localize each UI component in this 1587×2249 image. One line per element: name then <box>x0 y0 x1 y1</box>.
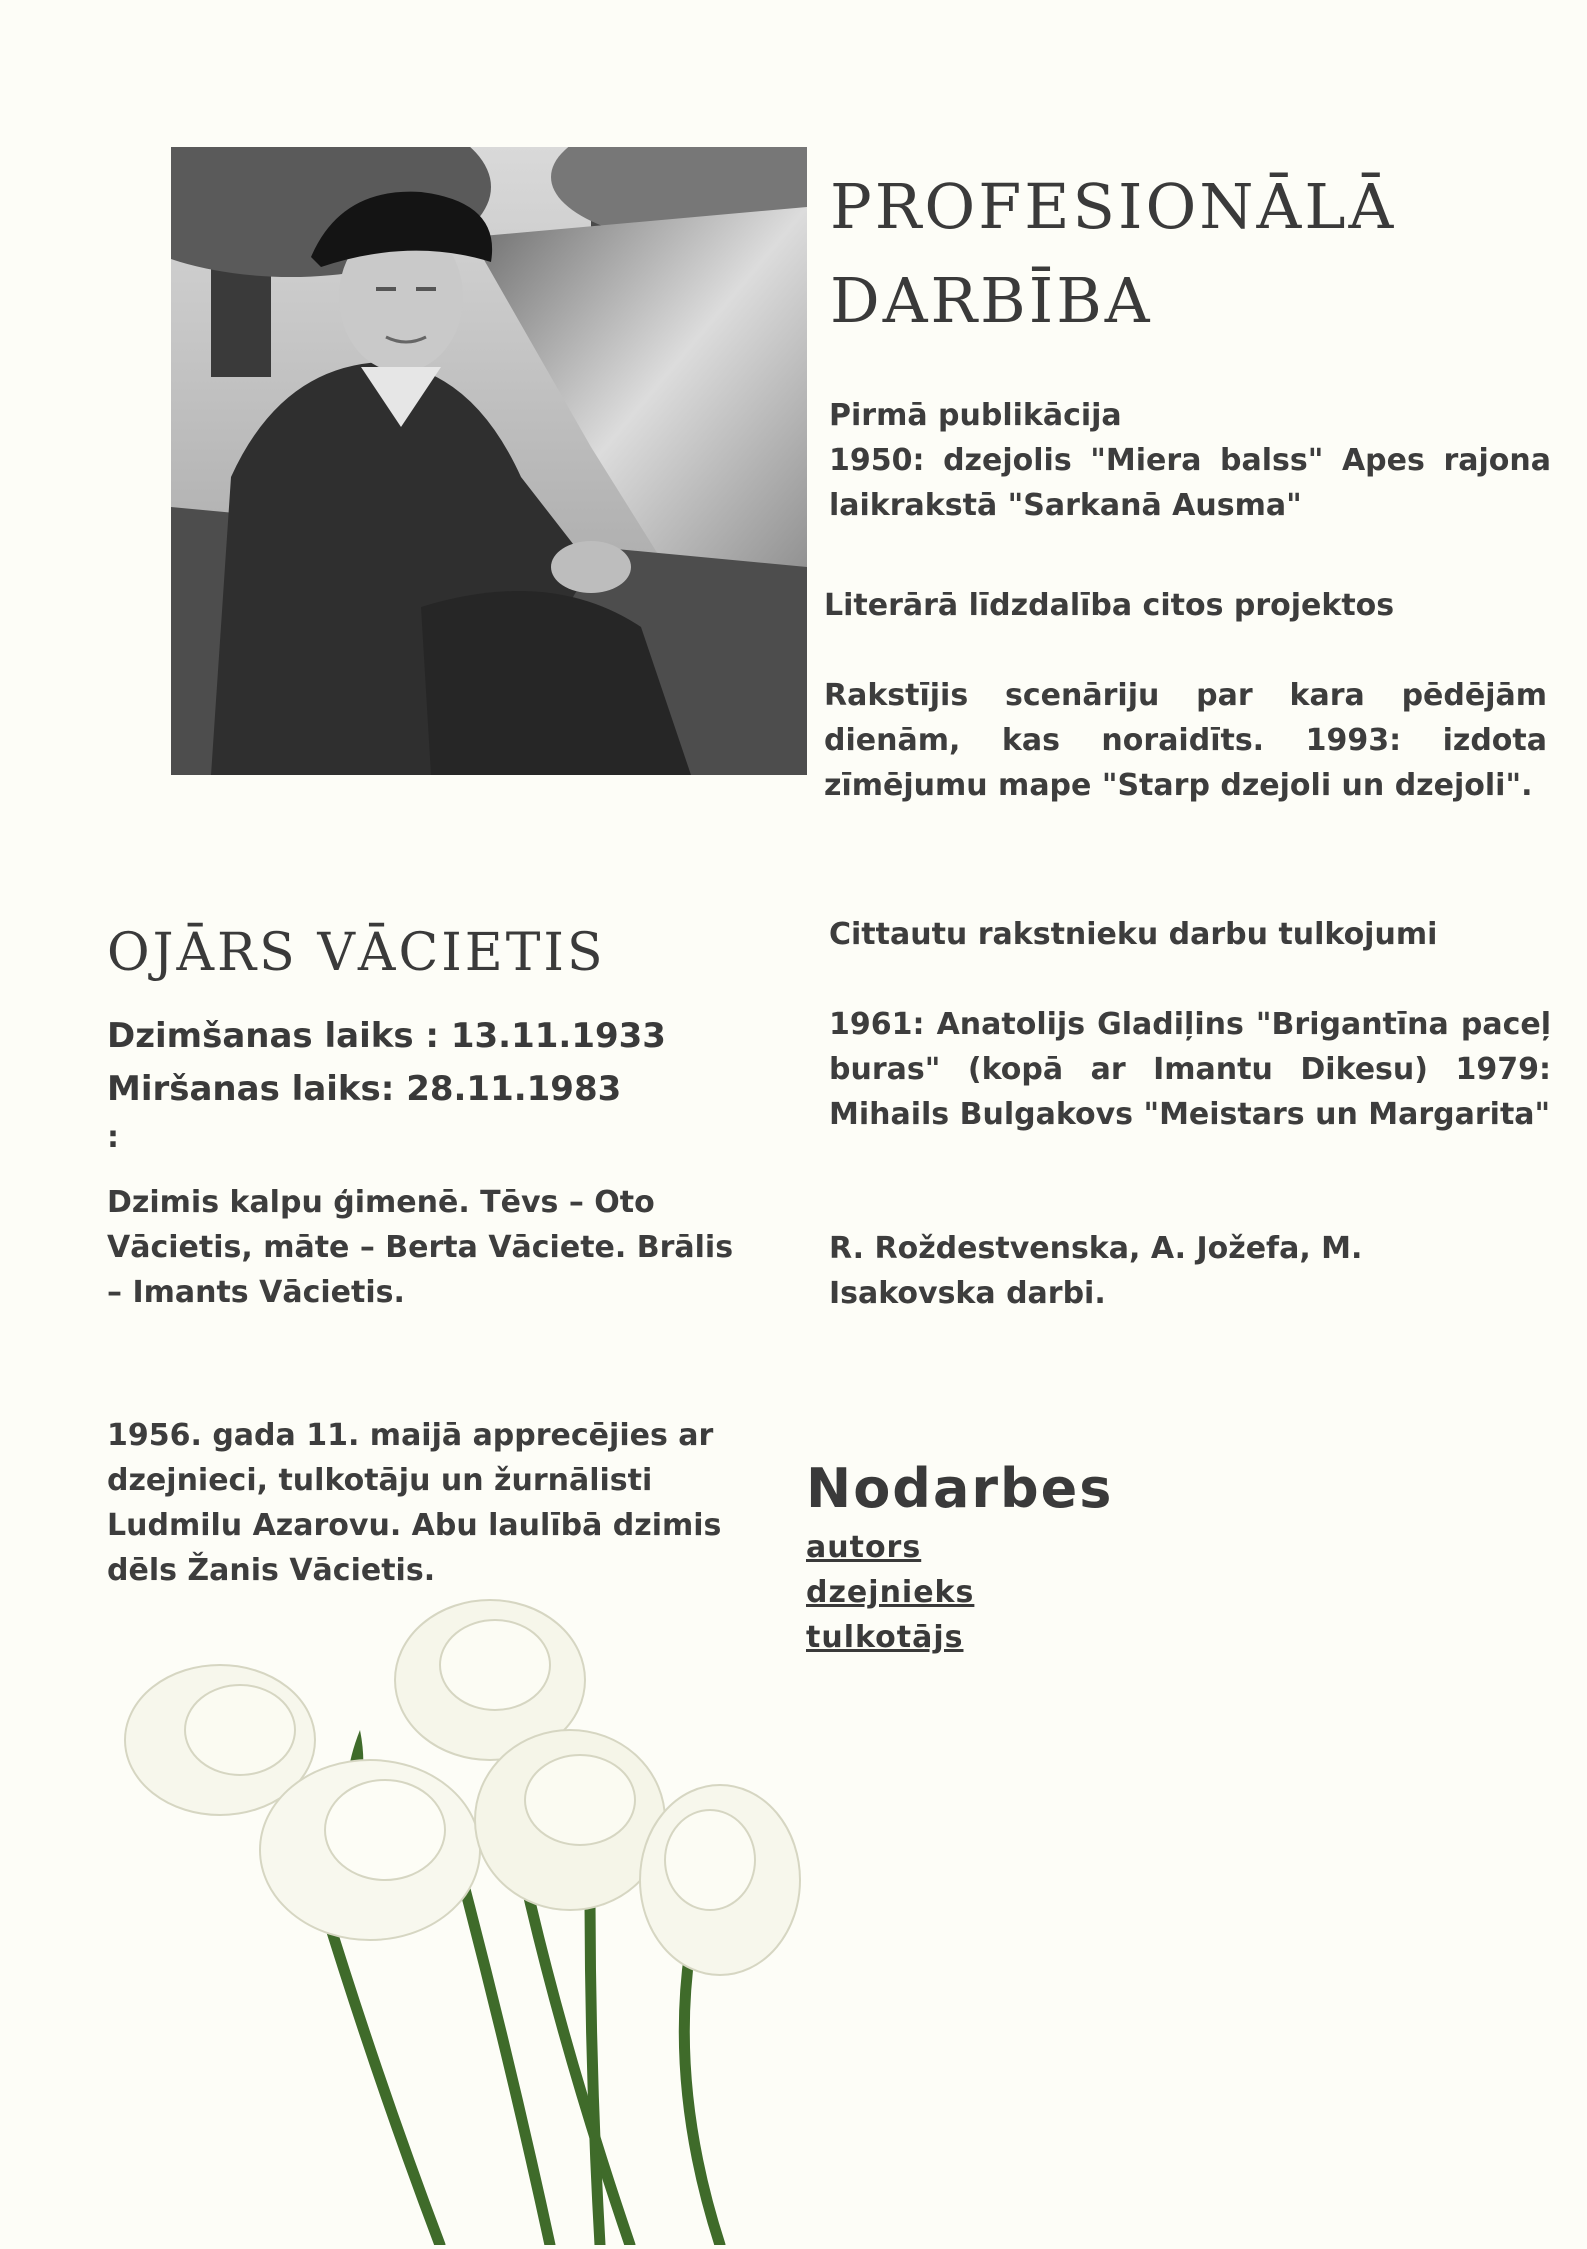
portrait-image <box>171 147 807 775</box>
literary-participation-text: Rakstījis scenāriju par kara pēdējām dienām, kas noraidīts. 1993: izdota zīmējumu mape "Starp dzejoli un dzejoli". <box>824 678 1547 803</box>
first-publication-heading: Pirmā publikācija <box>829 398 1122 433</box>
person-name: OJĀRS VĀCIETIS <box>107 923 606 983</box>
birth-date: Dzimšanas laiks : 13.11.1933 <box>107 1016 666 1056</box>
portrait-photo <box>171 147 807 775</box>
title-line-1: PROFESIONĀLĀ <box>830 170 1397 243</box>
section-title-professional <box>830 160 1530 348</box>
translations-heading: Cittautu rakstnieku darbu tulkojumi <box>829 917 1438 952</box>
occupation-link-author[interactable]: autors <box>806 1530 922 1565</box>
occupation-link-poet[interactable]: dzejnieks <box>806 1575 975 1610</box>
first-publication-text: 1950: dzejolis "Miera balss" Apes rajona laikrakstā "Sarkanā Ausma" <box>829 443 1551 523</box>
translations-other-authors: R. Roždestvenska, A. Jožefa, M. Isakovska darbi. <box>829 1231 1363 1311</box>
roses-illustration <box>110 1590 810 2245</box>
death-date: Miršanas laiks: 28.11.1983 <box>107 1069 622 1109</box>
translations-text: 1961: Anatolijs Gladiļins "Brigantīna paceļ buras" (kopā ar Imantu Dikesu) 1979: Mihails Bulgakovs "Meistars un Margarita" <box>829 1007 1551 1132</box>
family-text: Dzimis kalpu ģimenē. Tēvs – Oto Vācietis, māte – Berta Vāciete. Brālis – Imants Vācietis. <box>107 1185 734 1310</box>
occupations-title: Nodarbes <box>806 1457 1114 1520</box>
literary-participation-heading: Literārā līdzdalība citos projektos <box>824 588 1395 623</box>
occupation-link-translator[interactable]: tulkotājs <box>806 1620 964 1655</box>
title-line-2: DARBĪBA <box>830 264 1153 337</box>
white-roses-image <box>110 1590 810 2245</box>
marriage-text: 1956. gada 11. maijā apprecējies ar dzejnieci, tulkotāju un žurnālisti Ludmilu Azarovu. Abu laulībā dzimis dēls Žanis Vācietis. <box>107 1418 722 1588</box>
stray-colon: : <box>107 1120 119 1155</box>
